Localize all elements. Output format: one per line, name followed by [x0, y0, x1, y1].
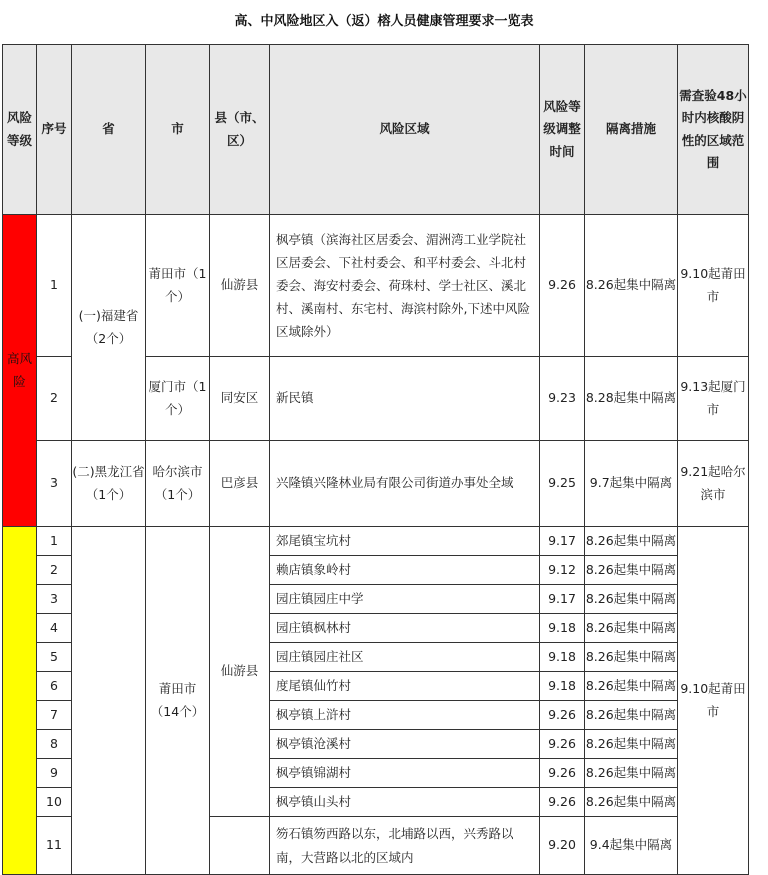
seq-cell: 6 — [37, 672, 72, 701]
time-cell: 9.26 — [540, 788, 585, 817]
quarantine-cell: 8.26起集中隔离 — [585, 643, 678, 672]
time-cell: 9.26 — [540, 759, 585, 788]
header-city: 市 — [146, 45, 210, 215]
area-cell: 园庄镇园庄中学 — [270, 585, 540, 614]
risk-table — [2, 44, 749, 875]
seq-cell: 5 — [37, 643, 72, 672]
area-cell: 园庄镇园庄社区 — [270, 643, 540, 672]
nucleic-cell: 9.10起莆田市 — [678, 215, 749, 357]
province-cell — [72, 527, 146, 875]
seq-cell: 11 — [37, 817, 72, 875]
header-county: 县（市、区） — [210, 45, 270, 215]
quarantine-cell: 9.4起集中隔离 — [585, 817, 678, 875]
table-row — [3, 215, 749, 357]
area-cell: 枫亭镇（滨海社区居委会、湄洲湾工业学院社区居委会、下社村委会、和平村委会、斗北村委会、海安村委会、荷珠村、学士社区、溪北村、溪南村、东宅村、海滨村除外,下述中风险区域除外） — [270, 215, 540, 357]
time-cell: 9.12 — [540, 556, 585, 585]
seq-cell: 2 — [37, 357, 72, 441]
quarantine-cell: 8.26起集中隔离 — [585, 672, 678, 701]
time-cell: 9.18 — [540, 614, 585, 643]
seq-cell: 4 — [37, 614, 72, 643]
nucleic-cell: 9.21起哈尔滨市 — [678, 441, 749, 527]
area-cell: 新民镇 — [270, 357, 540, 441]
area-cell: 兴隆镇兴隆林业局有限公司街道办事处全域 — [270, 441, 540, 527]
area-cell: 园庄镇枫林村 — [270, 614, 540, 643]
quarantine-cell: 8.26起集中隔离 — [585, 788, 678, 817]
time-cell: 9.25 — [540, 441, 585, 527]
seq-cell: 7 — [37, 701, 72, 730]
city-cell: 莆田市（1个） — [146, 215, 210, 357]
time-cell: 9.26 — [540, 701, 585, 730]
seq-cell: 2 — [37, 556, 72, 585]
table-row — [3, 441, 749, 527]
time-cell: 9.18 — [540, 643, 585, 672]
header-area: 风险区域 — [270, 45, 540, 215]
quarantine-cell: 8.26起集中隔离 — [585, 215, 678, 357]
quarantine-cell: 8.28起集中隔离 — [585, 357, 678, 441]
time-cell: 9.17 — [540, 527, 585, 556]
nucleic-cell: 9.10起莆田市 — [678, 527, 749, 875]
quarantine-cell: 8.26起集中隔离 — [585, 614, 678, 643]
county-cell: 仙游县 — [210, 215, 270, 357]
quarantine-cell: 9.7起集中隔离 — [585, 441, 678, 527]
time-cell: 9.20 — [540, 817, 585, 875]
header-adjust-time: 风险等级调整时间 — [540, 45, 585, 215]
quarantine-cell: 8.26起集中隔离 — [585, 730, 678, 759]
nucleic-cell: 9.13起厦门市 — [678, 357, 749, 441]
header-quarantine: 隔离措施 — [585, 45, 678, 215]
seq-cell: 1 — [37, 215, 72, 357]
seq-cell: 9 — [37, 759, 72, 788]
header-risk-level: 风险等级 — [3, 45, 37, 215]
area-cell: 枫亭镇上浒村 — [270, 701, 540, 730]
time-cell: 9.18 — [540, 672, 585, 701]
risk-level-high: 高风险 — [3, 215, 37, 527]
time-cell: 9.23 — [540, 357, 585, 441]
county-cell: 仙游县 — [210, 527, 270, 817]
quarantine-cell: 8.26起集中隔离 — [585, 759, 678, 788]
area-cell: 枫亭镇山头村 — [270, 788, 540, 817]
area-cell: 枫亭镇沧溪村 — [270, 730, 540, 759]
quarantine-cell: 8.26起集中隔离 — [585, 701, 678, 730]
time-cell: 9.17 — [540, 585, 585, 614]
area-cell: 枫亭镇锦湖村 — [270, 759, 540, 788]
header-province: 省 — [72, 45, 146, 215]
county-cell: 巴彦县 — [210, 441, 270, 527]
seq-cell: 3 — [37, 441, 72, 527]
seq-cell: 8 — [37, 730, 72, 759]
quarantine-cell: 8.26起集中隔离 — [585, 556, 678, 585]
area-cell: 度尾镇仙竹村 — [270, 672, 540, 701]
header-nucleic-scope: 需查验48小时内核酸阴性的区域范围 — [678, 45, 749, 215]
province-cell: (一)福建省（2个） — [72, 215, 146, 441]
header-row — [3, 45, 749, 215]
county-cell — [210, 817, 270, 875]
header-seq: 序号 — [37, 45, 72, 215]
city-cell: 厦门市（1个） — [146, 357, 210, 441]
quarantine-cell: 8.26起集中隔离 — [585, 585, 678, 614]
seq-cell: 1 — [37, 527, 72, 556]
county-cell: 同安区 — [210, 357, 270, 441]
quarantine-cell: 8.26起集中隔离 — [585, 527, 678, 556]
seq-cell: 3 — [37, 585, 72, 614]
province-cell: (二)黑龙江省（1个） — [72, 441, 146, 527]
seq-cell: 10 — [37, 788, 72, 817]
city-cell: 莆田市（14个） — [146, 527, 210, 875]
time-cell: 9.26 — [540, 215, 585, 357]
time-cell: 9.26 — [540, 730, 585, 759]
page-title: 高、中风险地区入（返）榕人员健康管理要求一览表 — [234, 14, 534, 29]
area-cell: 赖店镇象岭村 — [270, 556, 540, 585]
area-cell: 笏石镇笏西路以东，北埔路以西，兴秀路以南，大营路以北的区域内 — [270, 817, 540, 875]
risk-level-medium — [3, 527, 37, 875]
table-row — [3, 527, 749, 556]
city-cell: 哈尔滨市（1个） — [146, 441, 210, 527]
area-cell: 郊尾镇宝坑村 — [270, 527, 540, 556]
